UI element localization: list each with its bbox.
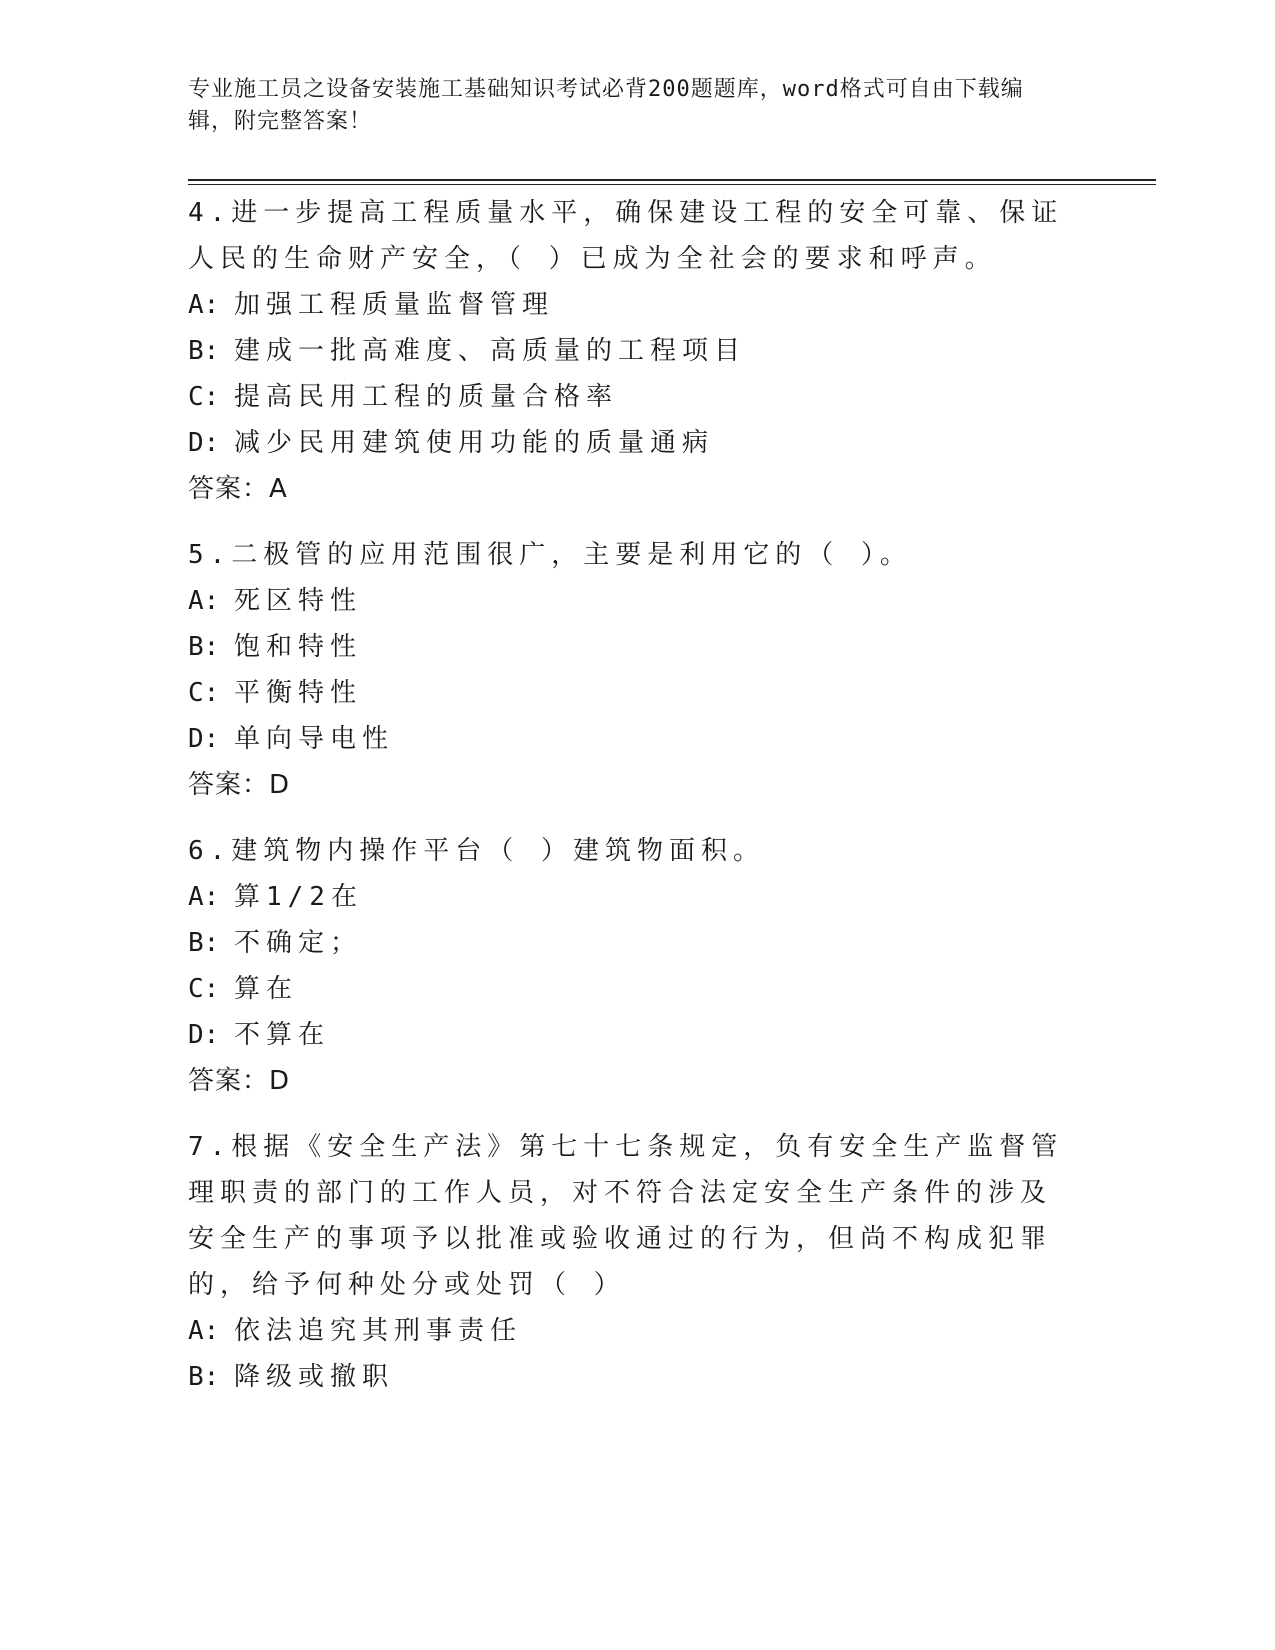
question-4 [188, 190, 1068, 512]
question-7 [188, 1124, 1068, 1400]
option-c [188, 670, 1068, 716]
option-letter: D: [188, 1020, 220, 1050]
option-letter: C: [188, 974, 220, 1004]
option-text: 算1/2在 [234, 882, 363, 912]
option-text: 饱和特性 [234, 632, 363, 662]
question-text: 5.二极管的应用范围很广，主要是利用它的（ ）。 [188, 540, 912, 570]
answer-line: 答案：A [188, 474, 288, 504]
question-text: 6.建筑物内操作平台（ ）建筑物面积。 [188, 836, 765, 866]
answer-line: 答案：D [188, 770, 291, 800]
question-text: 4.进一步提高工程质量水平，确保建设工程的安全可靠、保证人民的生命财产安全，（ ）已成为全社会的要求和呼声。 [188, 198, 1064, 274]
option-a [188, 874, 1068, 920]
option-d [188, 716, 1068, 762]
option-b [188, 328, 1068, 374]
question-list [188, 190, 1068, 1420]
option-text: 单向导电性 [234, 724, 395, 754]
option-letter: D: [188, 724, 220, 754]
option-text: 减少民用建筑使用功能的质量通病 [234, 428, 715, 458]
option-letter: B: [188, 336, 220, 366]
option-b [188, 624, 1068, 670]
option-c [188, 374, 1068, 420]
answer-line: 答案：D [188, 1066, 291, 1096]
option-text: 降级或撤职 [234, 1362, 395, 1392]
question-text: 7.根据《安全生产法》第七十七条规定，负有安全生产监督管理职责的部门的工作人员，对不符合法定安全生产条件的涉及安全生产的事项予以批准或验收通过的行为，但尚不构成犯罪的，给予何种处分或处罚（ ） [188, 1132, 1064, 1300]
question-6 [188, 828, 1068, 1104]
option-letter: A: [188, 586, 220, 616]
option-letter: B: [188, 928, 220, 958]
option-a [188, 578, 1068, 624]
option-letter: A: [188, 882, 220, 912]
option-b [188, 1354, 1068, 1400]
option-b [188, 920, 1068, 966]
option-d [188, 420, 1068, 466]
option-letter: B: [188, 632, 220, 662]
option-text: 死区特性 [234, 586, 363, 616]
option-letter: A: [188, 290, 220, 320]
option-letter: D: [188, 428, 220, 458]
option-letter: C: [188, 678, 220, 708]
option-text: 不确定； [234, 928, 363, 958]
option-letter: C: [188, 382, 220, 412]
option-text: 提高民用工程的质量合格率 [234, 382, 619, 412]
option-text: 加强工程质量监督管理 [234, 290, 555, 320]
option-text: 平衡特性 [234, 678, 363, 708]
option-a [188, 1308, 1068, 1354]
question-5 [188, 532, 1068, 808]
option-a [188, 282, 1068, 328]
option-c [188, 966, 1068, 1012]
document-header: 专业施工员之设备安装施工基础知识考试必背200题题库，word格式可自由下载编辑，附完整答案！ [188, 77, 1024, 134]
option-text: 不算在 [234, 1020, 331, 1050]
option-text: 建成一批高难度、高质量的工程项目 [234, 336, 747, 366]
option-text: 依法追究其刑事责任 [234, 1316, 523, 1346]
option-letter: B: [188, 1362, 220, 1392]
option-letter: A: [188, 1316, 220, 1346]
option-d [188, 1012, 1068, 1058]
header-divider [188, 179, 1156, 185]
option-text: 算在 [234, 974, 299, 1004]
